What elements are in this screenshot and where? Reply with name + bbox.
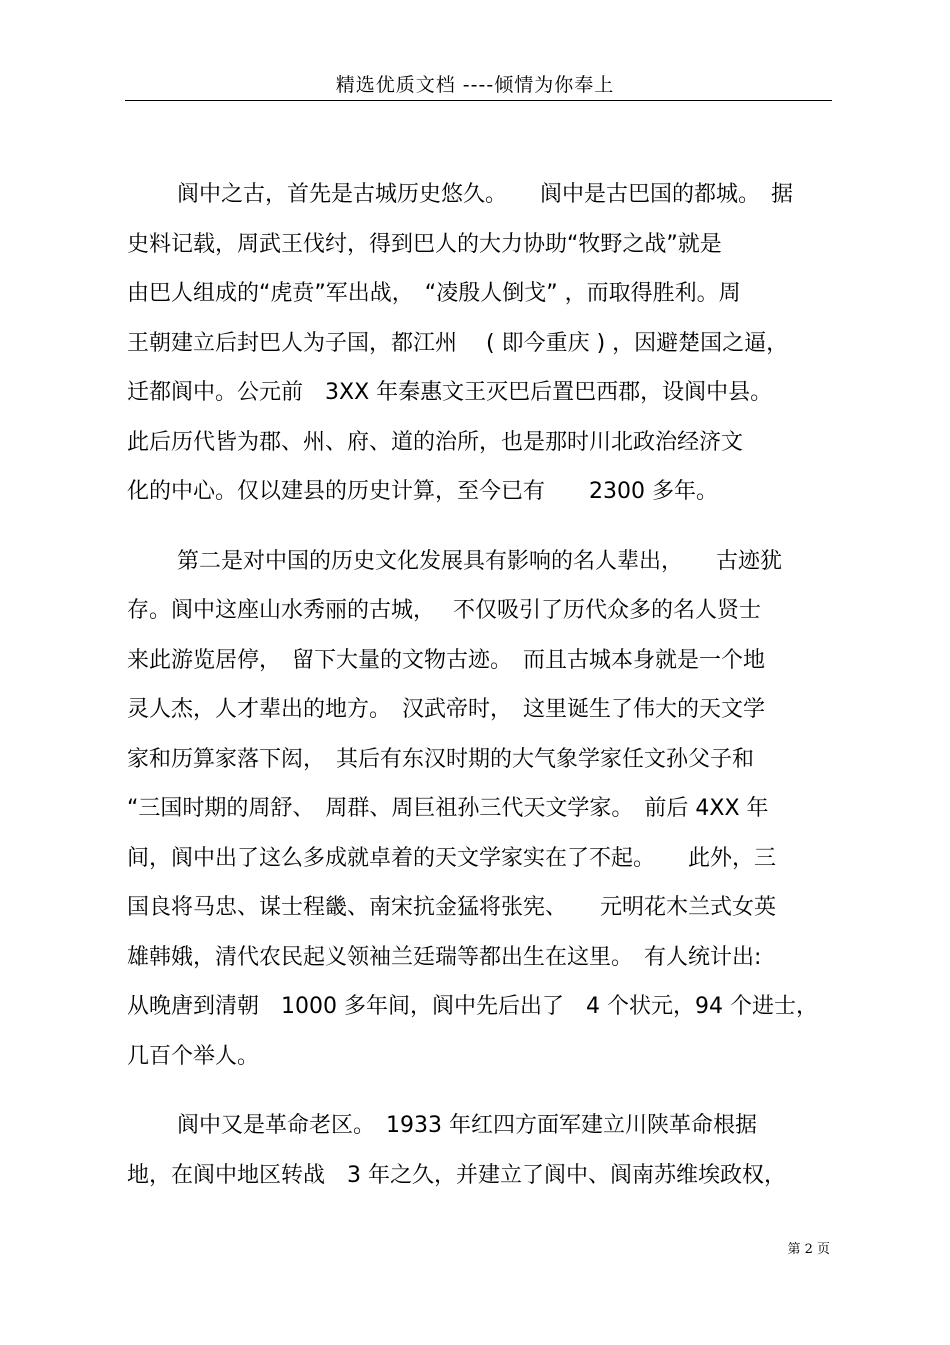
text-line: 迁都阆中。公元前 3XX 年秦惠文王灭巴后置巴西郡，设阆中县。 — [127, 380, 773, 405]
text-line: 由巴人组成的“虎贲”军出战， “凌殷人倒戈” ，而取得胜利。周 — [127, 281, 741, 306]
text-line: 王朝建立后封巴人为子国，都江州 ( 即今重庆 ) ，因避楚国之逼， — [127, 330, 789, 356]
text-line: “三国时期的周舒、 周群、周巨祖孙三代天文学家。 前后 4XX 年 — [127, 796, 769, 821]
paragraph-3 — [127, 1101, 832, 1200]
paragraph-1 — [127, 170, 832, 517]
text-line: 史料记载，周武王伐纣，得到巴人的大力协助“牧野之战”就是 — [127, 231, 722, 257]
header-title: 精选优质文档 ----倾情为你奉上 — [335, 74, 615, 96]
text-line: 化的中心。仅以建县的历史计算，至今已有 2300 多年。 — [127, 479, 718, 504]
document-body — [127, 170, 832, 1220]
text-line: 阆中之古，首先是古城历史悠久。 阆中是古巴国的都城。 据 — [177, 182, 794, 207]
text-line: 第二是对中国的历史文化发展具有影响的名人辈出， 古迹犹 — [177, 548, 783, 574]
page-number: 第 2 页 — [787, 1242, 830, 1257]
text-line: 存。阆中这座山水秀丽的古城， 不仅吸引了历代众多的名人贤士 — [127, 598, 761, 623]
header-divider — [125, 100, 832, 101]
text-line: 地，在阆中地区转战 3 年之久，并建立了阆中、阆南苏维埃政权， — [127, 1162, 786, 1188]
text-line: 此后历代皆为郡、州、府、道的治所，也是那时川北政治经济文 — [127, 429, 744, 455]
text-line: 灵人杰，人才辈出的地方。 汉武帝时， 这里诞生了伟大的天文学 — [127, 697, 766, 722]
text-line: 来此游览居停， 留下大量的文物古迹。 而且古城本身就是一个地 — [127, 647, 766, 673]
text-line: 从晚唐到清朝 1000 多年间，阆中先后出了 4 个状元，94 个进士， — [127, 994, 818, 1019]
text-line: 阆中又是革命老区。 1933 年红四方面军建立川陕革命根据 — [177, 1113, 757, 1138]
text-line: 雄韩娥，清代农民起义领袖兰廷瑞等都出生在这里。 有人统计出: — [127, 944, 762, 970]
text-line: 间，阆中出了这么多成就卓着的天文学家实在了不起。 此外，三 — [127, 845, 777, 871]
text-line: 家和历算家落下闳， 其后有东汉时期的大气象学家任文孙父子和 — [127, 746, 755, 772]
text-line: 国良将马忠、谋士程畿、南宋抗金猛将张宪、 元明花木兰式女英 — [127, 895, 777, 920]
paragraph-2 — [127, 537, 832, 1082]
page-header — [0, 70, 950, 97]
text-line: 几百个举人。 — [127, 1043, 260, 1069]
